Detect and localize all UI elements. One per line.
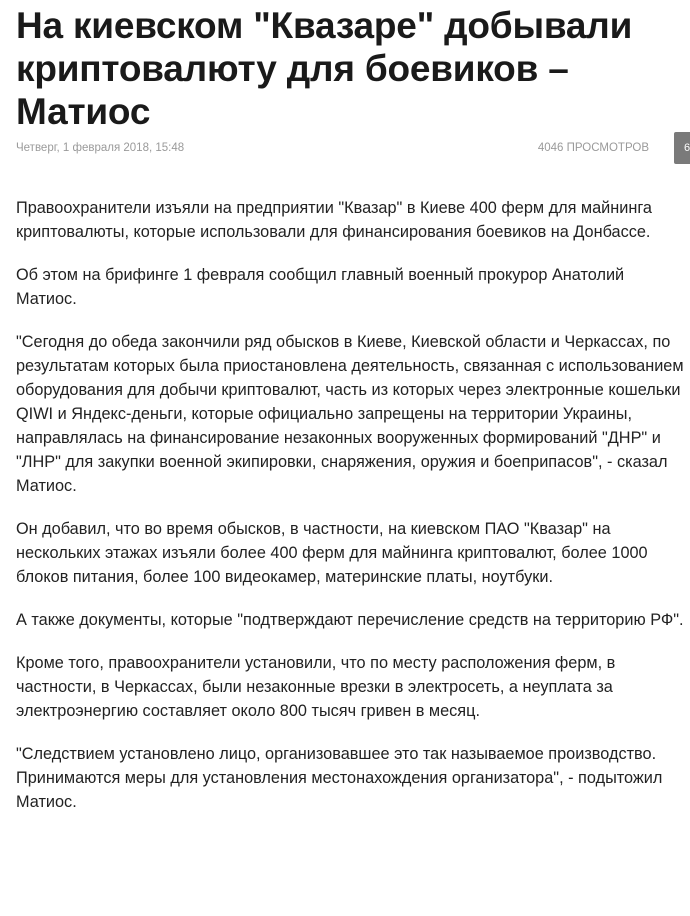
- article-paragraph: Он добавил, что во время обысков, в частности, на киевском ПАО "Квазар" на нескольких этажах изъяли более 400 ферм для майнинга криптовалют, более 1000 блоков питания, более 100 видеокамер, материнские платы, ноутбуки.: [16, 520, 648, 586]
- share-counter-tab[interactable]: 6: [674, 132, 690, 164]
- article-meta: [16, 142, 666, 158]
- article-paragraph: "Следствием установлено лицо, организовавшее это так называемое производство. Принимаются меры для установления местонахождения организатора", - подытожил Матиос.: [16, 745, 663, 811]
- article-paragraph: Правоохранители изъяли на предприятии "Квазар" в Киеве 400 ферм для майнинга криптовалюты, которые использовали для финансирования боевиков на Донбассе.: [16, 199, 652, 241]
- article-headline: На киевском "Квазаре" добывали криптовалюту для боевиков – Матиос: [16, 5, 633, 132]
- article-paragraph: Кроме того, правоохранители установили, что по месту расположения ферм, в частности, в Черкассах, были незаконные врезки в электросеть, а неуплата за электроэнергию составляет около 800 тысяч гривен в месяц.: [16, 654, 616, 720]
- view-count: 4046 ПРОСМОТРОВ: [537, 142, 649, 154]
- article-body: [16, 196, 688, 833]
- article-paragraph: "Сегодня до обеда закончили ряд обысков в Киеве, Киевской области и Черкассах, по результатам которых была приостановлена деятельность, связанная с использованием оборудования для добычи криптовалют, часть из которых через электронные кошельки QIWI и Яндекс-деньги, которые официально запрещены на территории Украины, направлялась на финансирование незаконных вооруженных формирований "ДНР" и "ЛНР" для закупки военной экипировки, снаряжения, оружия и боеприпасов", - сказал Матиос.: [16, 333, 684, 495]
- article-paragraph: А также документы, которые "подтверждают перечисление средств на территорию РФ".: [16, 611, 684, 629]
- publish-date: Четверг, 1 февраля 2018, 15:48: [16, 142, 185, 154]
- article-paragraph: Об этом на брифинге 1 февраля сообщил главный военный прокурор Анатолий Матиос.: [16, 266, 625, 308]
